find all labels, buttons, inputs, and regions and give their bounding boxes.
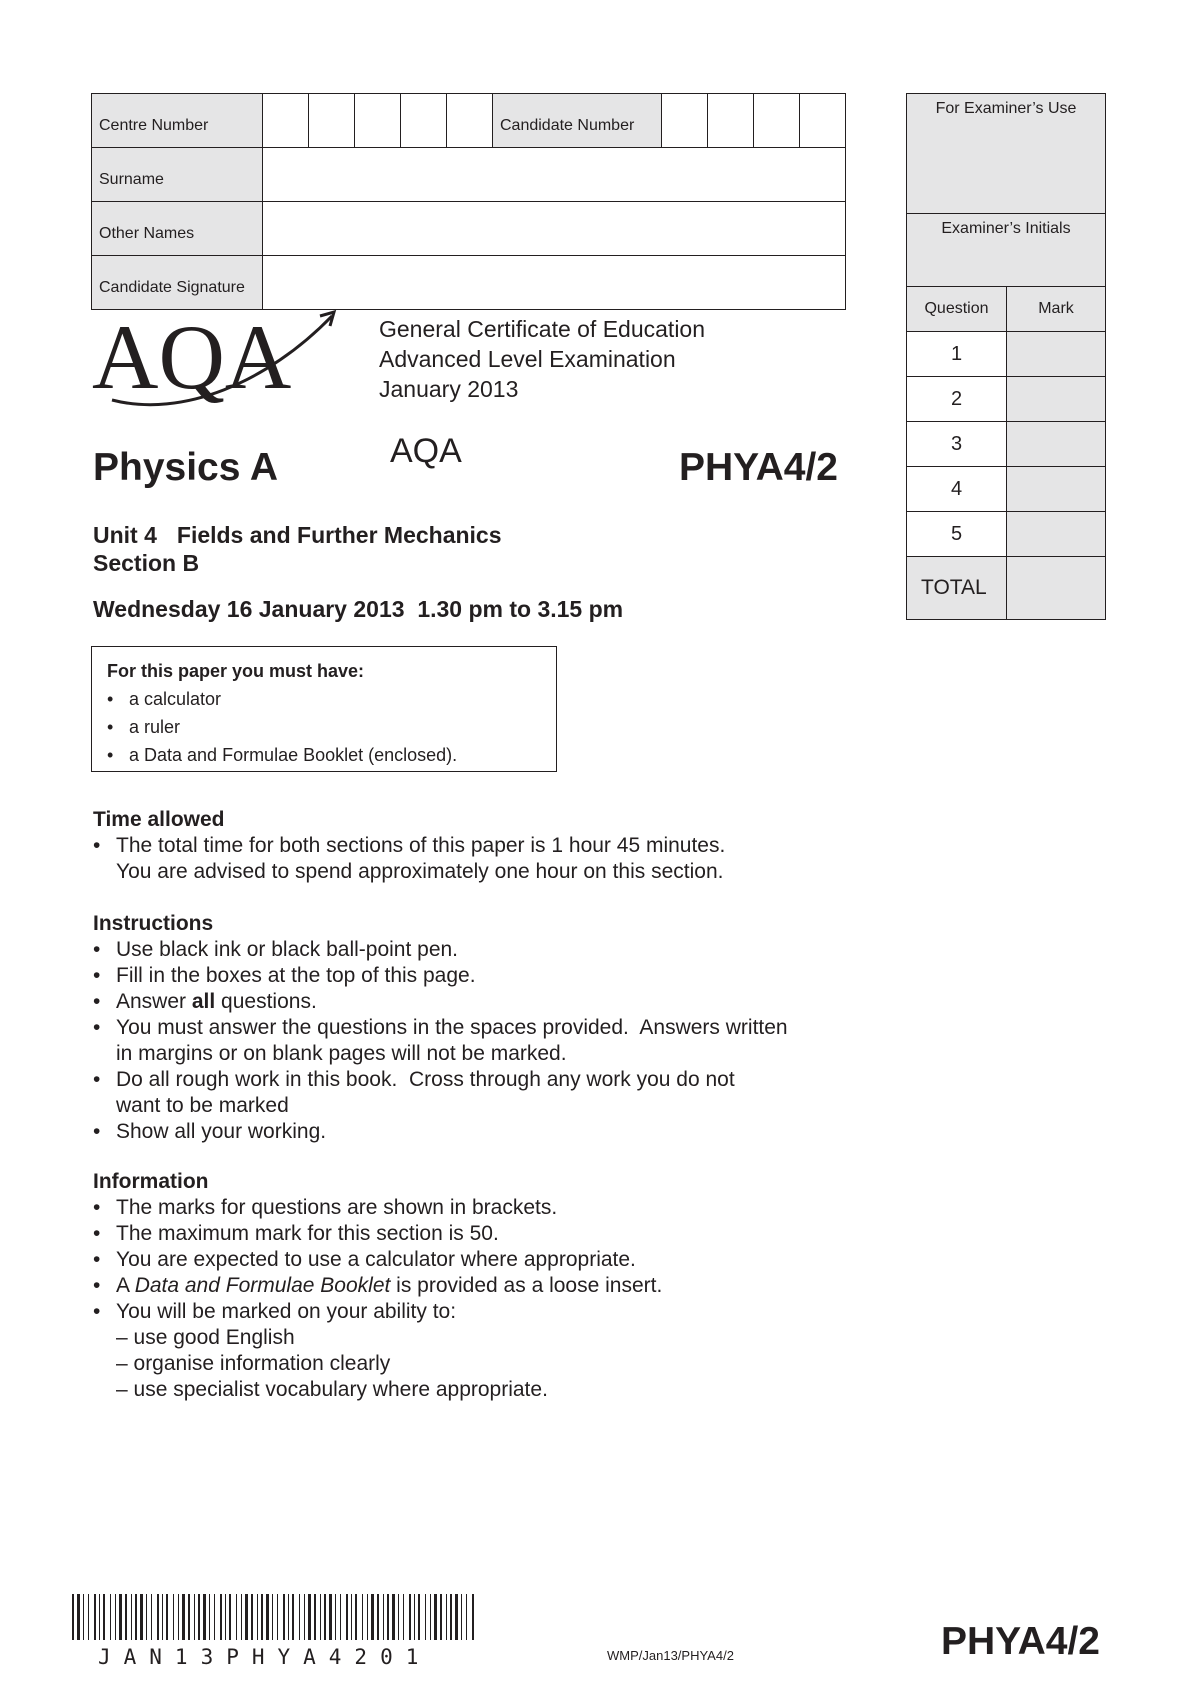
barcode-bar (283, 1594, 285, 1640)
barcode-bar (335, 1594, 336, 1640)
barcode-bar (403, 1594, 404, 1640)
materials-item: • a calculator (107, 689, 222, 709)
barcode-bar (371, 1594, 374, 1640)
instruction-item: • Answer all questions. (93, 990, 317, 1013)
mark-cell[interactable] (1007, 512, 1106, 557)
barcode-bar (392, 1594, 395, 1640)
barcode-bar (135, 1594, 137, 1640)
barcode-bar (308, 1594, 311, 1640)
barcode-bar (88, 1594, 89, 1640)
candidate-number-digit-2[interactable] (708, 94, 754, 148)
barcode-bar (277, 1594, 278, 1640)
examiner-initials-label: Examiner’s Initials (907, 214, 1106, 287)
instruction-item: • You must answer the questions in the spaces provided. Answers written (93, 1016, 788, 1039)
instruction-item: • Use black ink or black ball-point pen. (93, 938, 459, 961)
barcode-bar (125, 1594, 127, 1640)
time-allowed-item: • The total time for both sections of this paper is 1 hour 45 minutes. (93, 834, 726, 857)
instructions-heading: Instructions (93, 912, 214, 935)
barcode-bar (440, 1594, 442, 1640)
barcode-bar (266, 1594, 269, 1640)
centre-number-digit-3[interactable] (355, 94, 401, 148)
instruction-continuation: want to be marked (116, 1094, 289, 1117)
barcode-bar (414, 1594, 415, 1640)
barcode-bar (209, 1594, 210, 1640)
total-mark-cell[interactable] (1007, 557, 1106, 620)
barcode-bar (162, 1594, 163, 1640)
barcode-bar (229, 1594, 231, 1640)
barcode-bar (362, 1594, 363, 1640)
barcode-bar (409, 1594, 411, 1640)
subject-title: Physics A (93, 446, 278, 489)
other-names-field[interactable] (263, 202, 846, 256)
barcode-bar (173, 1594, 174, 1640)
barcode-bar (119, 1594, 122, 1640)
information-subitem: – use good English (116, 1326, 295, 1349)
centre-number-digit-5[interactable] (447, 94, 493, 148)
barcode-bar (140, 1594, 143, 1640)
mark-cell[interactable] (1007, 422, 1106, 467)
reference-code: WMP/Jan13/PHYA4/2 (607, 1648, 734, 1663)
barcode-bar (299, 1594, 300, 1640)
time-allowed-heading: Time allowed (93, 808, 225, 831)
candidate-number-label: Candidate Number (493, 94, 662, 148)
barcode-bar (194, 1594, 195, 1640)
centre-number-label: Centre Number (92, 94, 263, 148)
information-item: • You are expected to use a calculator where appropriate. (93, 1248, 636, 1271)
total-label: TOTAL (907, 557, 1007, 620)
question-number: 1 (907, 332, 1007, 377)
instruction-item: • Fill in the boxes at the top of this page. (93, 964, 476, 987)
mark-cell[interactable] (1007, 332, 1106, 377)
barcode-text: JAN13PHYA4201 (98, 1645, 432, 1669)
barcode-bar (314, 1594, 316, 1640)
information-subitem: – use specialist vocabulary where appropriate. (116, 1378, 548, 1401)
surname-label: Surname (92, 148, 263, 202)
barcode-bar (472, 1594, 474, 1640)
mark-cell[interactable] (1007, 377, 1106, 422)
signature-field[interactable] (263, 256, 846, 310)
unit-line (93, 522, 502, 549)
candidate-number-digit-3[interactable] (754, 94, 800, 148)
barcode-bar (166, 1594, 168, 1640)
barcode-bar (355, 1594, 357, 1640)
barcode-bar (94, 1594, 96, 1640)
candidate-number-digit-4[interactable] (800, 94, 846, 148)
aqa-logo (92, 308, 352, 408)
barcode-bar (178, 1594, 179, 1640)
question-number: 4 (907, 467, 1007, 512)
barcode-bar (110, 1594, 111, 1640)
surname-field[interactable] (263, 148, 846, 202)
barcode-bar (203, 1594, 206, 1640)
unit-title: Fields and Further Mechanics (176, 522, 502, 548)
centre-number-digit-2[interactable] (309, 94, 355, 148)
mark-cell[interactable] (1007, 467, 1106, 512)
question-number: 5 (907, 512, 1007, 557)
barcode-bar (261, 1594, 263, 1640)
candidate-details-table (91, 93, 846, 310)
paper-code: PHYA4/2 (679, 446, 838, 489)
examiner-use-panel (906, 93, 1106, 620)
barcode-bar (461, 1594, 462, 1640)
section-label: Section B (93, 550, 200, 576)
barcode-bar (251, 1594, 253, 1640)
information-item: • You will be marked on your ability to: (93, 1300, 457, 1323)
board-mark: AQA (390, 432, 462, 470)
time-allowed-note: You are advised to spend approximately one hour on this section. (116, 860, 724, 883)
barcode-bar (351, 1594, 352, 1640)
materials-title: For this paper you must have: (107, 661, 365, 681)
level-line: Advanced Level Examination (379, 346, 676, 372)
aqa-logo-text: AQA (92, 308, 292, 408)
instruction-item: • Show all your working. (93, 1120, 327, 1143)
barcode-bar (103, 1594, 105, 1640)
barcode-bar (214, 1594, 215, 1640)
barcode-bar (340, 1594, 341, 1640)
materials-item: • a ruler (107, 717, 181, 737)
barcode-bar (418, 1594, 420, 1640)
barcode-bar (131, 1594, 132, 1640)
question-number: 2 (907, 377, 1007, 422)
barcode-bar (329, 1594, 332, 1640)
materials-item: • a Data and Formulae Booklet (enclosed). (107, 745, 458, 765)
barcode-bar (77, 1594, 80, 1640)
barcode-bar (157, 1594, 159, 1640)
candidate-number-digit-1[interactable] (662, 94, 708, 148)
barcode-bar (304, 1594, 305, 1640)
information-item: • The marks for questions are shown in brackets. (93, 1196, 558, 1219)
signature-label: Candidate Signature (92, 256, 263, 310)
barcode-bar (430, 1594, 431, 1640)
barcode-bar (455, 1594, 458, 1640)
barcode-bar (272, 1594, 273, 1640)
footer-paper-code: PHYA4/2 (941, 1620, 1100, 1663)
barcode-bar (83, 1594, 84, 1640)
barcode-bar (151, 1594, 152, 1640)
barcode-bar (446, 1594, 447, 1640)
barcode-bar (198, 1594, 200, 1640)
barcode-bar (377, 1594, 379, 1640)
barcode-bar (99, 1594, 100, 1640)
session-line: January 2013 (379, 376, 519, 402)
other-names-label: Other Names (92, 202, 263, 256)
barcode-bar (146, 1594, 147, 1640)
barcode-bar (398, 1594, 399, 1640)
barcode-bar (225, 1594, 226, 1640)
question-number: 3 (907, 422, 1007, 467)
barcode-bar (466, 1594, 467, 1640)
barcode-bar (72, 1594, 74, 1640)
barcode-bar (257, 1594, 258, 1640)
barcode-bar (346, 1594, 348, 1640)
centre-number-digit-1[interactable] (263, 94, 309, 148)
information-item: • A Data and Formulae Booklet is provided as a loose insert. (93, 1274, 663, 1297)
barcode-bar (367, 1594, 368, 1640)
question-column-header: Question (907, 287, 1007, 332)
unit-label: Unit 4 (93, 522, 157, 548)
barcode-bar (182, 1594, 185, 1640)
barcode-bar (434, 1594, 437, 1640)
mark-column-header: Mark (1007, 287, 1106, 332)
centre-number-digit-4[interactable] (401, 94, 447, 148)
barcode-bar (188, 1594, 190, 1640)
exam-date-time: Wednesday 16 January 2013 1.30 pm to 3.15 pm (93, 596, 624, 622)
information-heading: Information (93, 1170, 209, 1193)
information-subitem: – organise information clearly (116, 1352, 391, 1375)
instruction-continuation: in margins or on blank pages will not be marked. (116, 1042, 567, 1065)
barcode-bar (115, 1594, 116, 1640)
barcode-bar (320, 1594, 321, 1640)
barcode-bar (236, 1594, 237, 1640)
barcode-bar (383, 1594, 384, 1640)
barcode-bar (324, 1594, 326, 1640)
barcode (70, 1594, 480, 1644)
instruction-item: • Do all rough work in this book. Cross through any work you do not (93, 1068, 735, 1091)
barcode-bar (292, 1594, 294, 1640)
barcode-bar (425, 1594, 426, 1640)
certificate-line: General Certificate of Education (379, 316, 706, 342)
barcode-bar (450, 1594, 452, 1640)
barcode-bar (245, 1594, 248, 1640)
materials-box (91, 646, 557, 772)
barcode-bar (220, 1594, 222, 1640)
barcode-bar (387, 1594, 389, 1640)
barcode-bar (288, 1594, 289, 1640)
examiner-use-title: For Examiner’s Use (907, 94, 1106, 214)
barcode-bar (241, 1594, 242, 1640)
information-item: • The maximum mark for this section is 50. (93, 1222, 499, 1245)
